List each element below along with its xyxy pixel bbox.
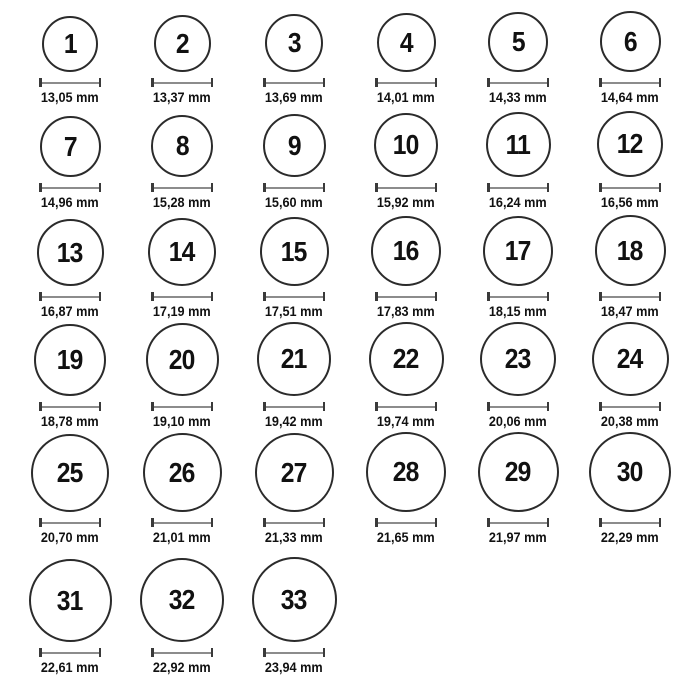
- measure-bar: [602, 522, 659, 524]
- measure-bar: [490, 82, 547, 84]
- measure-bar: [378, 187, 435, 189]
- ring-circle: [31, 434, 109, 512]
- measure-end-tick: [435, 78, 438, 87]
- diameter-measure-line: [39, 518, 101, 527]
- measure-end-tick: [659, 292, 662, 301]
- ring-size-cell: [350, 213, 462, 322]
- diameter-measure-line: [375, 402, 437, 411]
- diameter-label: 13,69 mm: [265, 90, 323, 105]
- ring-size-cell: [574, 213, 686, 322]
- diameter-label: 13,05 mm: [41, 90, 99, 105]
- measure-end-tick: [99, 183, 102, 192]
- diameter-measure-line: [39, 648, 101, 657]
- measure-end-tick: [435, 402, 438, 411]
- measure-end-tick: [99, 648, 102, 657]
- ring-size-cell: [574, 322, 686, 432]
- ring-circle: [371, 216, 441, 286]
- ring-size-number: 32: [169, 584, 195, 615]
- ring-size-number: 20: [169, 343, 195, 375]
- ring-circle: [257, 322, 331, 396]
- measure-bar: [266, 82, 323, 84]
- diameter-measure-line: [599, 183, 661, 192]
- diameter-measure-line: [151, 648, 213, 657]
- ring-size-cell: [126, 0, 238, 108]
- diameter-label: 15,28 mm: [153, 195, 211, 210]
- diameter-label: 15,60 mm: [265, 195, 323, 210]
- measure-end-tick: [323, 78, 326, 87]
- measure-bar: [378, 522, 435, 524]
- ring-circle: [263, 114, 326, 177]
- diameter-label: 17,83 mm: [377, 304, 435, 319]
- ring-size-number: 2: [175, 27, 189, 59]
- measure-bar: [266, 522, 323, 524]
- ring-circle: [377, 13, 436, 72]
- measure-end-tick: [99, 292, 102, 301]
- diameter-measure-line: [39, 292, 101, 301]
- measure-bar: [154, 522, 211, 524]
- measure-end-tick: [435, 518, 438, 527]
- measure-bar: [490, 522, 547, 524]
- ring-size-number: 23: [505, 343, 531, 374]
- ring-size-number: 14: [169, 236, 195, 267]
- diameter-label: 14,64 mm: [601, 90, 659, 105]
- diameter-label: 18,15 mm: [489, 304, 547, 319]
- ring-size-number: 11: [505, 128, 531, 160]
- measure-bar: [602, 187, 659, 189]
- measure-end-tick: [211, 648, 214, 657]
- diameter-label: 14,96 mm: [41, 195, 99, 210]
- diameter-label: 16,87 mm: [41, 304, 99, 319]
- ring-size-number: 26: [169, 456, 195, 488]
- diameter-label: 14,33 mm: [489, 90, 547, 105]
- ring-size-cell: [238, 213, 350, 322]
- ring-circle: [34, 324, 106, 396]
- ring-size-number: 13: [57, 236, 83, 268]
- diameter-measure-line: [487, 292, 549, 301]
- measure-end-tick: [547, 292, 550, 301]
- diameter-label: 20,70 mm: [41, 530, 99, 545]
- diameter-measure-line: [39, 402, 101, 411]
- measure-end-tick: [323, 518, 326, 527]
- diameter-measure-line: [151, 292, 213, 301]
- ring-size-cell: [14, 322, 126, 432]
- measure-end-tick: [323, 183, 326, 192]
- ring-size-cell: [14, 548, 126, 678]
- diameter-label: 18,47 mm: [601, 304, 659, 319]
- ring-size-cell: [14, 213, 126, 322]
- ring-size-number: 9: [287, 129, 301, 161]
- ring-size-cell: [14, 108, 126, 213]
- measure-bar: [378, 82, 435, 84]
- measure-bar: [154, 187, 211, 189]
- ring-circle: [40, 116, 101, 177]
- ring-circle: [595, 215, 666, 286]
- ring-size-cell: [462, 432, 574, 548]
- diameter-measure-line: [487, 78, 549, 87]
- measure-end-tick: [211, 183, 214, 192]
- ring-size-cell: [462, 322, 574, 432]
- ring-size-number: 28: [393, 456, 419, 487]
- ring-size-number: 24: [617, 343, 643, 374]
- diameter-measure-line: [39, 78, 101, 87]
- ring-circle: [146, 323, 219, 396]
- measure-end-tick: [323, 648, 326, 657]
- measure-bar: [42, 296, 99, 298]
- ring-size-cell: [238, 108, 350, 213]
- diameter-measure-line: [263, 648, 325, 657]
- diameter-label: 19,42 mm: [265, 414, 323, 429]
- measure-bar: [266, 652, 323, 654]
- diameter-label: 22,29 mm: [601, 530, 659, 545]
- diameter-measure-line: [599, 78, 661, 87]
- diameter-label: 15,92 mm: [377, 195, 435, 210]
- measure-bar: [602, 406, 659, 408]
- diameter-measure-line: [151, 402, 213, 411]
- diameter-measure-line: [599, 402, 661, 411]
- diameter-label: 21,33 mm: [265, 530, 323, 545]
- diameter-measure-line: [263, 402, 325, 411]
- diameter-measure-line: [599, 518, 661, 527]
- ring-size-number: 25: [57, 457, 83, 488]
- ring-circle: [140, 558, 224, 642]
- ring-circle: [29, 559, 112, 642]
- ring-circle: [480, 322, 556, 396]
- measure-bar: [378, 296, 435, 298]
- ring-size-cell: [462, 213, 574, 322]
- ring-size-number: 16: [393, 235, 419, 266]
- ring-size-cell: [574, 0, 686, 108]
- diameter-label: 23,94 mm: [265, 660, 323, 675]
- diameter-measure-line: [151, 518, 213, 527]
- diameter-measure-line: [375, 78, 437, 87]
- ring-size-number: 18: [617, 234, 643, 266]
- ring-circle: [600, 11, 661, 72]
- ring-size-number: 1: [63, 28, 77, 59]
- ring-size-cell: [238, 0, 350, 108]
- ring-size-cell: [350, 322, 462, 432]
- ring-circle: [42, 16, 98, 72]
- measure-bar: [490, 406, 547, 408]
- diameter-measure-line: [263, 78, 325, 87]
- ring-size-cell: [238, 322, 350, 432]
- diameter-label: 16,24 mm: [489, 195, 547, 210]
- ring-size-number: 27: [281, 456, 307, 488]
- diameter-measure-line: [39, 183, 101, 192]
- measure-bar: [602, 296, 659, 298]
- ring-size-cell: [350, 108, 462, 213]
- diameter-measure-line: [599, 292, 661, 301]
- measure-end-tick: [211, 292, 214, 301]
- ring-size-cell: [126, 548, 238, 678]
- diameter-measure-line: [375, 518, 437, 527]
- ring-size-number: 3: [287, 27, 301, 58]
- diameter-measure-line: [487, 183, 549, 192]
- diameter-measure-line: [263, 183, 325, 192]
- measure-bar: [490, 296, 547, 298]
- diameter-measure-line: [487, 518, 549, 527]
- measure-bar: [378, 406, 435, 408]
- measure-end-tick: [659, 78, 662, 87]
- measure-bar: [266, 187, 323, 189]
- diameter-label: 19,74 mm: [377, 414, 435, 429]
- ring-size-number: 8: [175, 130, 189, 161]
- measure-end-tick: [211, 78, 214, 87]
- ring-circle: [265, 14, 323, 72]
- ring-size-number: 22: [393, 343, 419, 374]
- ring-size-cell: [462, 108, 574, 213]
- ring-size-number: 6: [623, 25, 637, 57]
- diameter-label: 21,97 mm: [489, 530, 547, 545]
- diameter-label: 13,37 mm: [153, 90, 211, 105]
- ring-size-cell: [14, 0, 126, 108]
- ring-size-number: 7: [63, 130, 77, 162]
- ring-circle: [483, 216, 553, 286]
- measure-bar: [42, 82, 99, 84]
- ring-size-number: 21: [281, 343, 307, 374]
- ring-circle: [592, 322, 669, 396]
- measure-bar: [42, 652, 99, 654]
- measure-bar: [602, 82, 659, 84]
- measure-end-tick: [659, 183, 662, 192]
- measure-bar: [154, 82, 211, 84]
- diameter-label: 17,19 mm: [153, 304, 211, 319]
- measure-end-tick: [547, 518, 550, 527]
- ring-circle: [589, 432, 671, 512]
- ring-size-cell: [238, 548, 350, 678]
- measure-end-tick: [435, 292, 438, 301]
- measure-end-tick: [99, 402, 102, 411]
- measure-bar: [42, 406, 99, 408]
- ring-circle: [37, 219, 104, 286]
- measure-end-tick: [547, 183, 550, 192]
- diameter-label: 22,61 mm: [41, 660, 99, 675]
- diameter-label: 21,01 mm: [153, 530, 211, 545]
- ring-circle: [478, 432, 559, 512]
- measure-end-tick: [323, 402, 326, 411]
- diameter-label: 21,65 mm: [377, 530, 435, 545]
- measure-bar: [42, 187, 99, 189]
- measure-end-tick: [99, 78, 102, 87]
- ring-size-number: 31: [57, 584, 83, 616]
- ring-size-cell: [350, 0, 462, 108]
- diameter-label: 18,78 mm: [41, 414, 99, 429]
- diameter-label: 20,38 mm: [601, 414, 659, 429]
- ring-size-cell: [14, 432, 126, 548]
- ring-size-cell: [574, 432, 686, 548]
- ring-size-number: 5: [511, 26, 525, 57]
- diameter-label: 14,01 mm: [377, 90, 435, 105]
- measure-end-tick: [659, 518, 662, 527]
- ring-size-number: 4: [399, 26, 413, 58]
- ring-size-number: 33: [281, 583, 307, 615]
- measure-end-tick: [435, 183, 438, 192]
- diameter-label: 16,56 mm: [601, 195, 659, 210]
- measure-end-tick: [211, 402, 214, 411]
- ring-size-cell: [238, 432, 350, 548]
- measure-bar: [490, 187, 547, 189]
- diameter-measure-line: [487, 402, 549, 411]
- ring-circle: [488, 12, 548, 72]
- measure-bar: [266, 406, 323, 408]
- ring-circle: [143, 433, 222, 512]
- measure-end-tick: [659, 402, 662, 411]
- ring-size-cell: [126, 322, 238, 432]
- measure-end-tick: [211, 518, 214, 527]
- ring-circle: [486, 112, 551, 177]
- ring-circle: [374, 113, 438, 177]
- measure-bar: [266, 296, 323, 298]
- ring-size-number: 17: [505, 235, 531, 266]
- ring-size-cell: [350, 432, 462, 548]
- ring-circle: [597, 111, 663, 177]
- diameter-measure-line: [151, 78, 213, 87]
- ring-size-number: 19: [57, 344, 83, 375]
- ring-circle: [366, 432, 446, 512]
- diameter-measure-line: [263, 518, 325, 527]
- diameter-label: 22,92 mm: [153, 660, 211, 675]
- diameter-label: 20,06 mm: [489, 414, 547, 429]
- ring-circle: [154, 15, 211, 72]
- measure-bar: [154, 406, 211, 408]
- diameter-measure-line: [375, 292, 437, 301]
- ring-size-number: 29: [505, 456, 531, 487]
- diameter-measure-line: [263, 292, 325, 301]
- measure-bar: [154, 296, 211, 298]
- ring-circle: [260, 217, 329, 286]
- ring-size-number: 15: [281, 235, 307, 267]
- ring-size-cell: [126, 108, 238, 213]
- measure-end-tick: [547, 78, 550, 87]
- ring-circle: [151, 115, 213, 177]
- diameter-label: 19,10 mm: [153, 414, 211, 429]
- ring-size-number: 30: [617, 456, 643, 487]
- diameter-measure-line: [375, 183, 437, 192]
- ring-size-number: 10: [393, 129, 419, 160]
- ring-size-cell: [462, 0, 574, 108]
- ring-size-cell: [126, 213, 238, 322]
- diameter-measure-line: [151, 183, 213, 192]
- ring-size-cell: [574, 108, 686, 213]
- ring-circle: [252, 557, 337, 642]
- measure-end-tick: [323, 292, 326, 301]
- ring-circle: [369, 322, 444, 396]
- ring-size-number: 12: [617, 128, 643, 159]
- ring-circle: [255, 433, 334, 512]
- ring-circle: [148, 218, 216, 286]
- measure-end-tick: [547, 402, 550, 411]
- measure-bar: [154, 652, 211, 654]
- diameter-label: 17,51 mm: [265, 304, 323, 319]
- measure-end-tick: [99, 518, 102, 527]
- ring-size-cell: [126, 432, 238, 548]
- measure-bar: [42, 522, 99, 524]
